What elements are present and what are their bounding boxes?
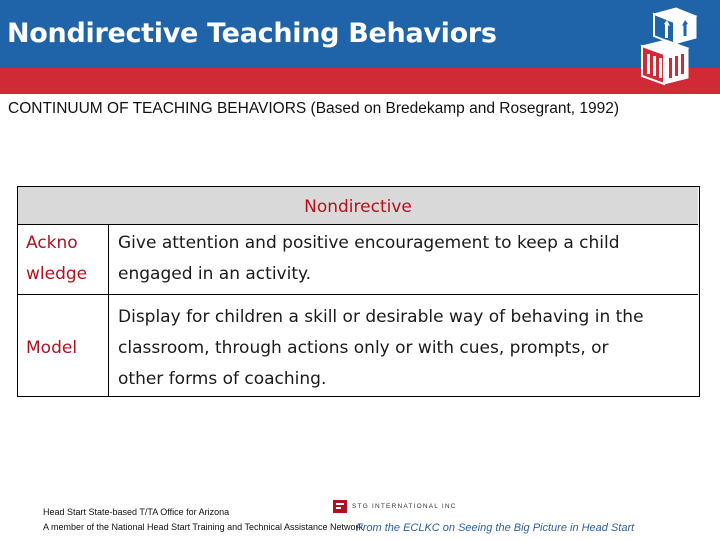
teaching-behaviors-table [17,186,700,397]
term-model [26,333,108,364]
description-line: Display for children a skill or desirable way of behaving in the [118,307,644,327]
description-acknowledge [118,228,693,290]
term-line: Model [26,338,78,358]
column-divider [108,225,109,396]
description-line: other forms of coaching. [118,369,327,389]
title-bar-accent [0,68,720,94]
building-blocks-icon [634,4,712,90]
term-acknowledge [26,228,108,290]
stg-logo-icon [333,500,347,513]
footer-org: Head Start State-based T/TA Office for Arizona [43,507,230,517]
description-line: classroom, through actions only or with cues, prompts, or [118,338,609,358]
slide-subtitle: CONTINUUM OF TEACHING BEHAVIORS (Based on Bredekamp and Rosegrant, 1992) [8,100,620,117]
slide-title: Nondirective Teaching Behaviors [7,18,497,49]
table-header [18,187,698,225]
stg-label: STG INTERNATIONAL INC [352,503,457,510]
row-divider [18,294,698,295]
term-line: Ackno [26,233,78,253]
footer-network: A member of the National Head Start Training and Technical Assistance Network [43,522,364,532]
description-line: Give attention and positive encouragement to keep a child [118,233,620,253]
description-model [118,302,693,395]
term-line: wledge [26,264,88,284]
description-line: engaged in an activity. [118,264,312,284]
footer-source: From the ECLKC on Seeing the Big Picture in Head Start [356,522,635,534]
table-header-label: Nondirective [304,197,412,217]
